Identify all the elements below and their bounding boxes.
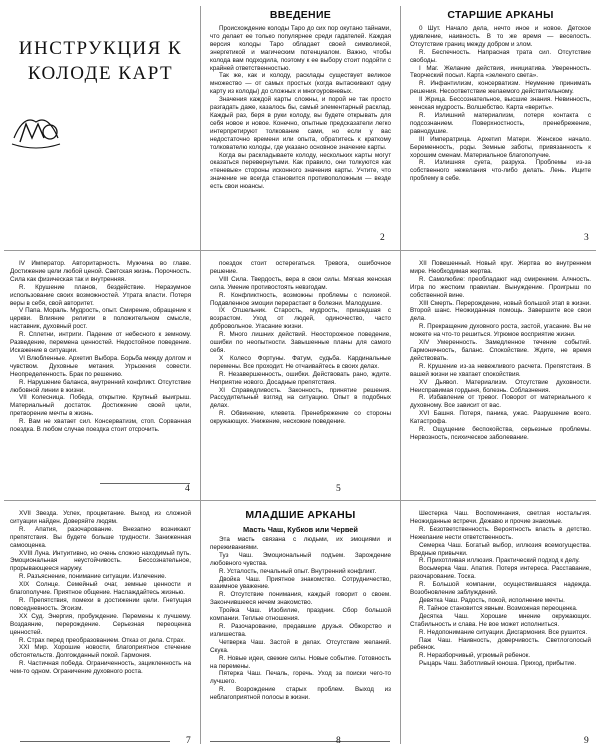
paragraph: XV Дьявол. Материализм. Отсутствие духовности. Неисправимая гордыня, болезнь. Соблазнения. <box>410 378 591 394</box>
paragraph: R. Ощущение беспокойства, серьезные проблемы. Нервозность, психическое заболевание. <box>410 426 591 441</box>
page-number: 4 <box>185 484 190 494</box>
page-number-rule <box>210 741 330 742</box>
page-arcana-xii-xvi <box>402 252 598 499</box>
page-introduction <box>202 2 398 249</box>
paragraph: R. Неразборчивый, угрюмый ребенок. <box>419 652 531 660</box>
paragraph: XI Справедливость. Законность, принятие решения. Рассудительный взгляд на ситуацию. Опыт в подобных делах. <box>210 386 391 410</box>
paragraph: XIX Солнце. Семейный очаг, земные ценности и благополучие. Приятное общение. Наслаждайтесь жизнью. <box>10 581 191 597</box>
paragraph: X Колесо Фортуны. Фатум, судьба. Кардинальные перемены. Все проходит. Не отчаивайтесь в своих делах. <box>210 354 391 370</box>
paragraph: R. Возрождение старых проблем. Выход из неблагоприятной полосы в жизни. <box>210 686 391 702</box>
paragraph: Паж Чаш. Наивность, доверчивость. Светлоголосый ребенок. <box>410 636 591 652</box>
paragraph: XIII Смерть. Перерождение, новый большой этап в жизни. Второй шанс. Неожиданная помощь. Завершите все свои дела. <box>410 299 591 323</box>
page-number: 8 <box>336 736 341 746</box>
paragraph: R. Безответственность. Вероятность власть в детство. Нежелание нести ответственность. <box>410 525 591 541</box>
paragraph: R. Страх перед преобразованием. Отказ от дела. Страх. <box>19 636 186 644</box>
paragraph: XVIII Луна. Интуитивно, но очень сложно находимый путь. Эмоциональная неустойчивость. Бессознательное, прорывающееся наружу. <box>10 549 191 573</box>
paragraph: Эта масть связана с людьми, их эмоциями и переживаниями. <box>210 536 391 551</box>
paragraph: XX Суд. Энергия, пробуждение. Перемены к лучшему. Воздаяние, перерождение. Серьезная переоценка ценностей. <box>10 612 191 636</box>
paragraph: Значения каждой карты сложны, и порой не так просто разгадать даже, казалось бы, самый элементарный расклад. Каждый раз, беря в руки колоду, вы будете открывать для себя новое и новое. Конечно, опытные предсказатели легко интерпретируют толкование сами, но если у вас недостаточно времени или опыта, обратитесь к краткому толкователю колоды, где указано основное значение карты. <box>210 96 391 151</box>
paragraph: XIV Умеренность. Замедленное течение событий. Гармоничность, баланс. Спокойствие. Ждите, не время действовать. <box>410 339 591 362</box>
paragraph: IX Отшельник. Старость, мудрость, пришедшая с возрастом. Уход от людей, одиночество, часто добровольное. Угасание жизни. <box>210 307 391 331</box>
paragraph: R. Излишний материализм, потеря контакта с подсознанием. Поверхностность, пренебрежение, равнодушие. <box>410 111 591 135</box>
column-divider <box>200 6 201 744</box>
paragraph: Происхождение колоды Таро до сих пор окутано тайнами, что делает ее только популярнее среди гадателей. Каждая версия колоды Таро обладает своей символикой, энергетикой и магическим потенциалом. Важно, чтобы колода вам подходила, поэтому к ее выбору стоит подойти с крайней ответственностью. <box>210 25 391 72</box>
suit-subtitle: Масть Чаш, Кубков или Червей <box>243 525 358 534</box>
paragraph: Туз Чаш. Эмоциональный подъем. Зарождение любовного чувства. <box>210 551 391 567</box>
paragraph: R. Тайное становится явным. Возможная переоценка. <box>419 604 578 612</box>
cover-title: ИНСТРУКЦИЯ К КОЛОДЕ КАРТ <box>18 38 183 84</box>
page-minor-arcana <box>202 502 398 749</box>
paragraph: I Маг. Желание действия, инициатива. Уверенность. Творческий посыл. Карта «зеленого света». <box>410 64 591 80</box>
row-divider <box>4 500 596 501</box>
paragraph: Девятка Чаш. Радость, покой, исполнение мечты. <box>419 596 565 604</box>
paragraph: V Папа. Мораль. Мудрость, опыт. Смирение, обращение к церкви. Влияние религии в положительном смысле, наставник, духовный рост. <box>10 307 191 331</box>
page-arcana-xvii-xxi <box>2 502 198 749</box>
paragraph: XII Повешенный. Новый круг. Жертва во внутреннем мире. Необходимая жертва. <box>410 260 591 275</box>
paragraph: Семерка Чаш. Богатый выбор, иллюзия всемогущества. Вредные привычки. <box>410 541 591 557</box>
page-number-rule <box>100 483 190 484</box>
paragraph: R. Новые идеи, свежие силы. Новые событие. Готовность на перемены. <box>210 654 391 670</box>
paragraph: R. Отсутствие понимания, каждый говорит о своем. Закончившееся нечем знакомство. <box>210 591 391 607</box>
paragraph: VI Влюбленные. Архетип Выбора. Борьба между долгом и чувством. Духовные метания. Угрызения совести. Неопределенность. Брак по решению. <box>10 354 191 378</box>
paragraph: Пятерка Чаш. Печаль, горечь. Уход за поиски чего-то лучшего. <box>210 670 391 686</box>
page-cups-6-knight <box>402 502 598 749</box>
paragraph: Рыцарь Чаш. Заботливый юноша. Приход, прибытие. <box>419 660 577 668</box>
paragraph: R. Излишняя суета, разруха. Проблемы из-за собственного нежелания что-либо делать. Лень. Ищите проблему в себе. <box>410 159 591 183</box>
paragraph: R. Усталость, печальный опыт. Внутренний конфликт. <box>219 567 377 575</box>
paragraph: Так же, как и колоду, расклады существует великое множество — от самых простых (когда вытаскивают одну карту из колоды) до сложных и многоуровневых. <box>210 72 391 96</box>
paragraph: III Императрица. Архетип Матери. Женское начало. Беременность, роды. Земные заботы, привязанность к хорошим сменам. Материальное благополучие. <box>410 135 591 159</box>
paragraph: R. Самолюбие: преобладают над смирением. Алчность. Игра по жестким правилам. Вынуждение. Проигрыш по собственной вине. <box>410 275 591 299</box>
paragraph: VII Колесница. Победа, открытие. Крупный выигрыш. Материальный достаток. Достижение своей цели, претворение мечты в жизнь. <box>10 394 191 418</box>
paragraph: R. Прекращение духовного роста, застой, угасание. Вы не можете на что-то решиться. Угрюмое восприятие жизни. <box>410 323 591 339</box>
paragraph: R. Много лишних действий. Неосторожное поведение, ошибки по неопытности. Завышенные планы для самого себя. <box>210 331 391 354</box>
page-title: ВВЕДЕНИЕ <box>269 9 332 21</box>
paragraph: XVI Башня. Потеря, паника, ужас. Разрушение всего. Катастрофа. <box>410 410 591 426</box>
page-major-arcana <box>402 2 598 249</box>
paragraph: R. Большой компании, осуществившаяся надежда. Возобновление заблуждений. <box>410 581 591 597</box>
paragraph: R. Недопонимание ситуации. Дисгармония. Все рушится. <box>419 628 588 636</box>
mac-logo-emblem <box>10 108 62 150</box>
paragraph: R. Апатия, разочарование. Внезапно возникают препятствия. Вы будете больше трудности. Заниженная самооценка. <box>10 525 191 549</box>
page-number: 5 <box>336 484 341 494</box>
page-number: 2 <box>380 233 385 243</box>
page-cover <box>2 2 198 249</box>
paragraph: Двойка Чаш. Приятное знакомство. Сотрудничество, взаимное уважение. <box>210 575 391 591</box>
page-title: МЛАДШИЕ АРКАНЫ <box>245 509 356 521</box>
paragraph: Когда вы раскладываете колоду, нескольких карты могут оказаться перевернутыми. Как правило, они толкуются как «теневые» стороны исконного значения карты. Учтите, что значение не всегда становится противоположным — везде есть свои нюансы. <box>210 151 391 191</box>
paragraph: R. Сплетни, интриги. Падение от небесного к земному. Разведение, перемена ценностей. Недостойное поведение. Искажение в ситуации. <box>10 331 191 354</box>
paragraph: II Жрица. Бессознательное, высшие знания. Невинность, женская мудрость. Волшебство. Карта «верить». <box>410 96 591 112</box>
paragraph: IV Император. Авторитарность. Мужчина во главе. Достижение цели любой ценой. Светская жизнь. Порочность. Сила как физическая так и внутренняя. <box>10 260 191 283</box>
page-arcana-viii-xi <box>202 252 398 499</box>
paragraph: R. Избавление от тревог. Поворот от материального к духовному. Все зависит от вас. <box>410 394 591 410</box>
paragraph: R. Беспечность. Напрасная трата сил. Отсутствие свободы. <box>410 48 591 64</box>
paragraph: VIII Сила. Твердость, вера в свои силы. Мягкая женская сила. Умение противостоять невзгодам. <box>210 275 391 291</box>
paragraph: R. Вам не хватает сил. Консерватизм, стоп. Сорванная поездка. В любом случае поездка стоит отсрочить. <box>10 418 191 434</box>
page-arcana-iv-vii <box>2 252 198 499</box>
paragraph: R. Крушение планов, бездействие. Неразумное использование своих возможностей. Утрата власти. Потеря веры в себя, свой авторитет. <box>10 283 191 307</box>
paragraph: R. Крушение из-за невежливого расчета. Препятствия. В вашей жизни не хватает спокойствия. <box>410 362 591 378</box>
paragraph: Восьмерка Чаш. Апатия. Потеря интереса. Расставание, разочарование. Тоска. <box>410 565 591 581</box>
paragraph: поездок стоит остерегаться. Тревога, ошибочное решение. <box>210 260 391 275</box>
paragraph: R. Частичная победа. Ограниченность, зацикленность на чем-то одном. Ограничение духовного роста. <box>10 660 191 676</box>
paragraph: Шестерка Чаш. Воспоминания, светлая ностальгия. Неожиданные встречи. Дежавю и прочие знакомые. <box>410 510 591 525</box>
paragraph: R. Незавершенность, ошибки. Действовать рано, ждите. Неприятие нового. Досадные препятствия. <box>210 370 391 386</box>
paragraph: XXI Мир. Хорошие новости, благоприятное стечение обстоятельств. Долгожданный покой. Гармония. <box>10 644 191 660</box>
paragraph: R. Обвинение, клевета. Пренебрежение со стороны окружающих. Унижение, несхожие поведение. <box>210 410 391 426</box>
page-number: 7 <box>186 736 191 746</box>
paragraph: R. Разъяснение, понимание ситуации. Излечение. <box>19 573 167 581</box>
page-number: 9 <box>584 736 589 746</box>
paragraph: R. Конфликтность, возможны проблемы с психикой. Подавленное эмоции перерастает в болезни. Малодушие. <box>210 291 391 307</box>
paragraph: R. Инфантилизм, консерватизм. Неумение принимать решения. Несоответствие желаемого действительному. <box>410 80 591 96</box>
paragraph: 0 Шут. Начало дела, нечто иное и новое. Детское удивление, наивность. В то же время — веселость. Отсутствие границ между добром и злом. <box>410 25 591 48</box>
page-number-rule <box>20 741 170 742</box>
paragraph: R. Нарушение баланса, внутренний конфликт. Отсутствие любовной линии в жизни. <box>10 378 191 394</box>
paragraph: R. Препятствия, помехи в достижении цели. Гнетущая повседневность. Эгоизм. <box>10 596 191 612</box>
paragraph: XVII Звезда. Успех, процветание. Выход из сложной ситуации найден. Доверяйте людям. <box>10 510 191 525</box>
paragraph: Четверка Чаш. Застой в делах. Отсутствие желаний. Скука. <box>210 638 391 654</box>
page-number: 3 <box>584 233 589 243</box>
column-divider <box>400 6 401 744</box>
row-divider <box>4 250 596 251</box>
paragraph: R. Прихотливая иллюзия. Практический подход к делу. <box>419 557 580 565</box>
paragraph: Тройка Чаш. Изобилие, праздник. Сбор большой компании. Теплые отношения. <box>210 607 391 623</box>
page-title: СТАРШИЕ АРКАНЫ <box>447 9 554 21</box>
paragraph: Десятка Чаш. Хорошие мнение окружающих. Стабильность и слава. Не вое может исполниться. <box>410 612 591 628</box>
paragraph: R. Разочарование, предавшие друзья. Обжорство и излишества. <box>210 622 391 638</box>
